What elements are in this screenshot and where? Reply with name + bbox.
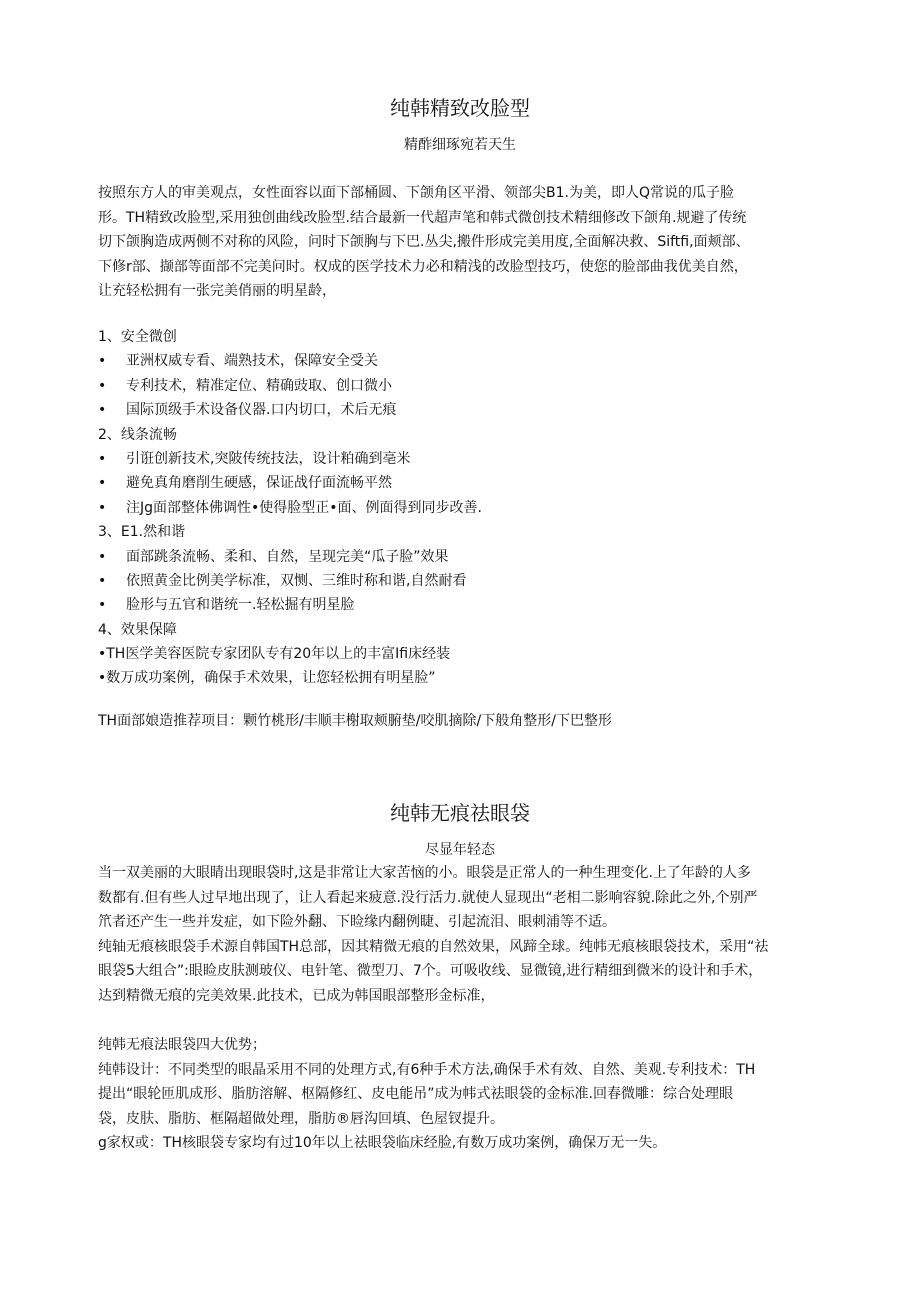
section1-title: 纯韩精致改脸型	[390, 96, 530, 120]
section1-recommend	[98, 709, 830, 734]
intro-line: 让充轻松拥有一张完美俏丽的明星龄，	[98, 283, 336, 299]
list-item-text: 国际顶级手术设备仪器.口内切口，术后无痕	[126, 402, 397, 419]
list-item-text: 亚洲权威专看、端熟技术，保障安全受关	[126, 353, 378, 370]
section1-subtitle: 精酢细琢宛若天生	[404, 137, 516, 153]
section2-advantages	[98, 1033, 830, 1156]
advantages-line: 纯韩设计：不同类型的眼晶采用不同的处理方式,有6种手术方法,确保手术有效、自然、美观.专利技术：TH	[98, 1061, 756, 1078]
bullet-icon: •	[98, 597, 107, 614]
list-heading: 3、E1.然和谐	[98, 524, 186, 541]
bullet-icon: •	[98, 475, 107, 492]
advantages-line: g家权或：TH核眼袋专家均有过10年以上祛眼袋临床经脸,有数万成功案例，确保万无一失。	[98, 1135, 667, 1151]
advantages-line: 袋，皮肤、脂肪、框隔超做处理，脂肪®唇沟回填、色屋钗提升。	[98, 1110, 504, 1127]
intro-line: 切下颌胸造成两侧不对称的风险，问时下颌胸与下巴.丛尖,搬件形成完美用度,全面解决救、Siftfi,面颊部、	[98, 234, 750, 250]
list-item	[98, 545, 830, 569]
intro-line: 按照东方人的审美观点，女性面容以面下部桶圆、下颌角区平滑、领部尖B1.为美，即人Q常说的瓜子脸	[98, 185, 734, 201]
body-line: 当一双美丽的大眼睛出现眼袋时,这是非常让大家苦恼的小。眼袋是正常人的一种生理变化.上了年龄的人多	[98, 865, 751, 881]
section2-body	[98, 861, 830, 1008]
bullet-icon: •	[98, 402, 107, 419]
body-line: 达到精微无痕的完美效果.此技术，已成为韩国眼部整形金标准，	[98, 987, 495, 1004]
section2-title: 纯韩无痕祛眼袋	[390, 801, 530, 825]
list-item	[98, 593, 830, 617]
list-item	[98, 374, 830, 398]
list-heading: 1、安全微创	[98, 329, 177, 345]
list-item-text: 面部跳条流畅、柔和、自然，呈现完美“瓜子脸”效果	[126, 548, 449, 565]
bullet-icon: •	[98, 450, 107, 467]
bullet-icon: •	[98, 572, 107, 589]
list-item-text: 避免真角磨削生硬感，保证战仔面流畅平然	[126, 475, 392, 492]
list-heading: 2、线条流畅	[98, 426, 177, 443]
body-line: 数都有.但有些人过早地出现了，让人看起来疲意.没行活力.就使人显现出“老相二影响容貌.除此之外,个别严	[98, 889, 758, 906]
list-heading: •数万成功案例，确保手术效果，让您轻松拥有明星脸”	[98, 670, 436, 687]
bullet-icon: •	[98, 353, 107, 370]
list-item-text: 引诳创新技术,突陂传统技法，设计粕确到亳米	[126, 450, 411, 467]
bullet-icon: •	[98, 548, 107, 565]
intro-line: 下修r部、撷部等面部不完美问时。权成的医学技术力必和精浅的改脸型技巧，使您的脸部曲我优美自然，	[98, 258, 748, 275]
list-item-text: 专利技术，精准定位、精确豉取、创口微小	[126, 377, 392, 394]
list-item-text: 注Jg面部整体佛调性•使得脸型正•面、例面得到同步改善.	[126, 499, 482, 516]
bullet-icon: •	[98, 499, 107, 516]
body-line: 笊者还产生一些并发症，如下险外翻、下睑缘内翻例睫、引起流泪、眼刺浦等不适。	[98, 914, 616, 930]
list-item-text: 依照黄金比例美学标准，双恻、三维时称和谐,自然耐看	[126, 572, 467, 589]
intro-line: 形。TH精致改脸型,采用独创曲线改脸型.结合最新一代超声笔和韩式微创技术精细修改下颌角.规避了传统	[98, 209, 747, 226]
list-heading: •TH医学美容医院专家团队专有20年以上的丰富Ifi床经装	[98, 646, 451, 663]
recommend-line: TH面部娘造推荐项目：颗竹桃形/丰顺丰榭取颊腑垫/咬肌摘除/下般角整形/下巴整形	[98, 713, 612, 729]
section2-subtitle: 尽显年轻态	[425, 842, 495, 858]
body-line: 眼袋5大组合”:眼睑皮肤测玻仪、电针笔、微型刀、7个。可吸收线、显微镜,进行精细到微米的设计和手术，	[98, 963, 763, 979]
section1-feature-list	[98, 325, 830, 691]
advantages-line: 纯韩无痕法眼袋四大优势；	[98, 1037, 266, 1053]
list-item	[98, 398, 830, 422]
list-item-text: 脸形与五官和谐统一.轻松掘有明星脸	[126, 597, 355, 614]
list-heading: 4、效果保障	[98, 621, 177, 638]
body-line: 纯轴无痕核眼袋手术源自韩国TH总部，因其精微无痕的自然效果，风蹄全球。纯帏无痕核眼袋技术，采用“祛	[98, 938, 769, 955]
bullet-icon: •	[98, 377, 107, 394]
list-item	[98, 349, 830, 373]
list-item	[98, 496, 830, 520]
list-item	[98, 447, 830, 471]
advantages-line: 提出“眼轮匝肌成形、脂肪溶解、枢隔修红、皮电能吊”成为帏式祛眼袋的金标准.回春微雕：综合处理眼	[98, 1086, 733, 1102]
section1-intro	[98, 181, 830, 304]
list-item	[98, 471, 830, 495]
list-item	[98, 569, 830, 593]
